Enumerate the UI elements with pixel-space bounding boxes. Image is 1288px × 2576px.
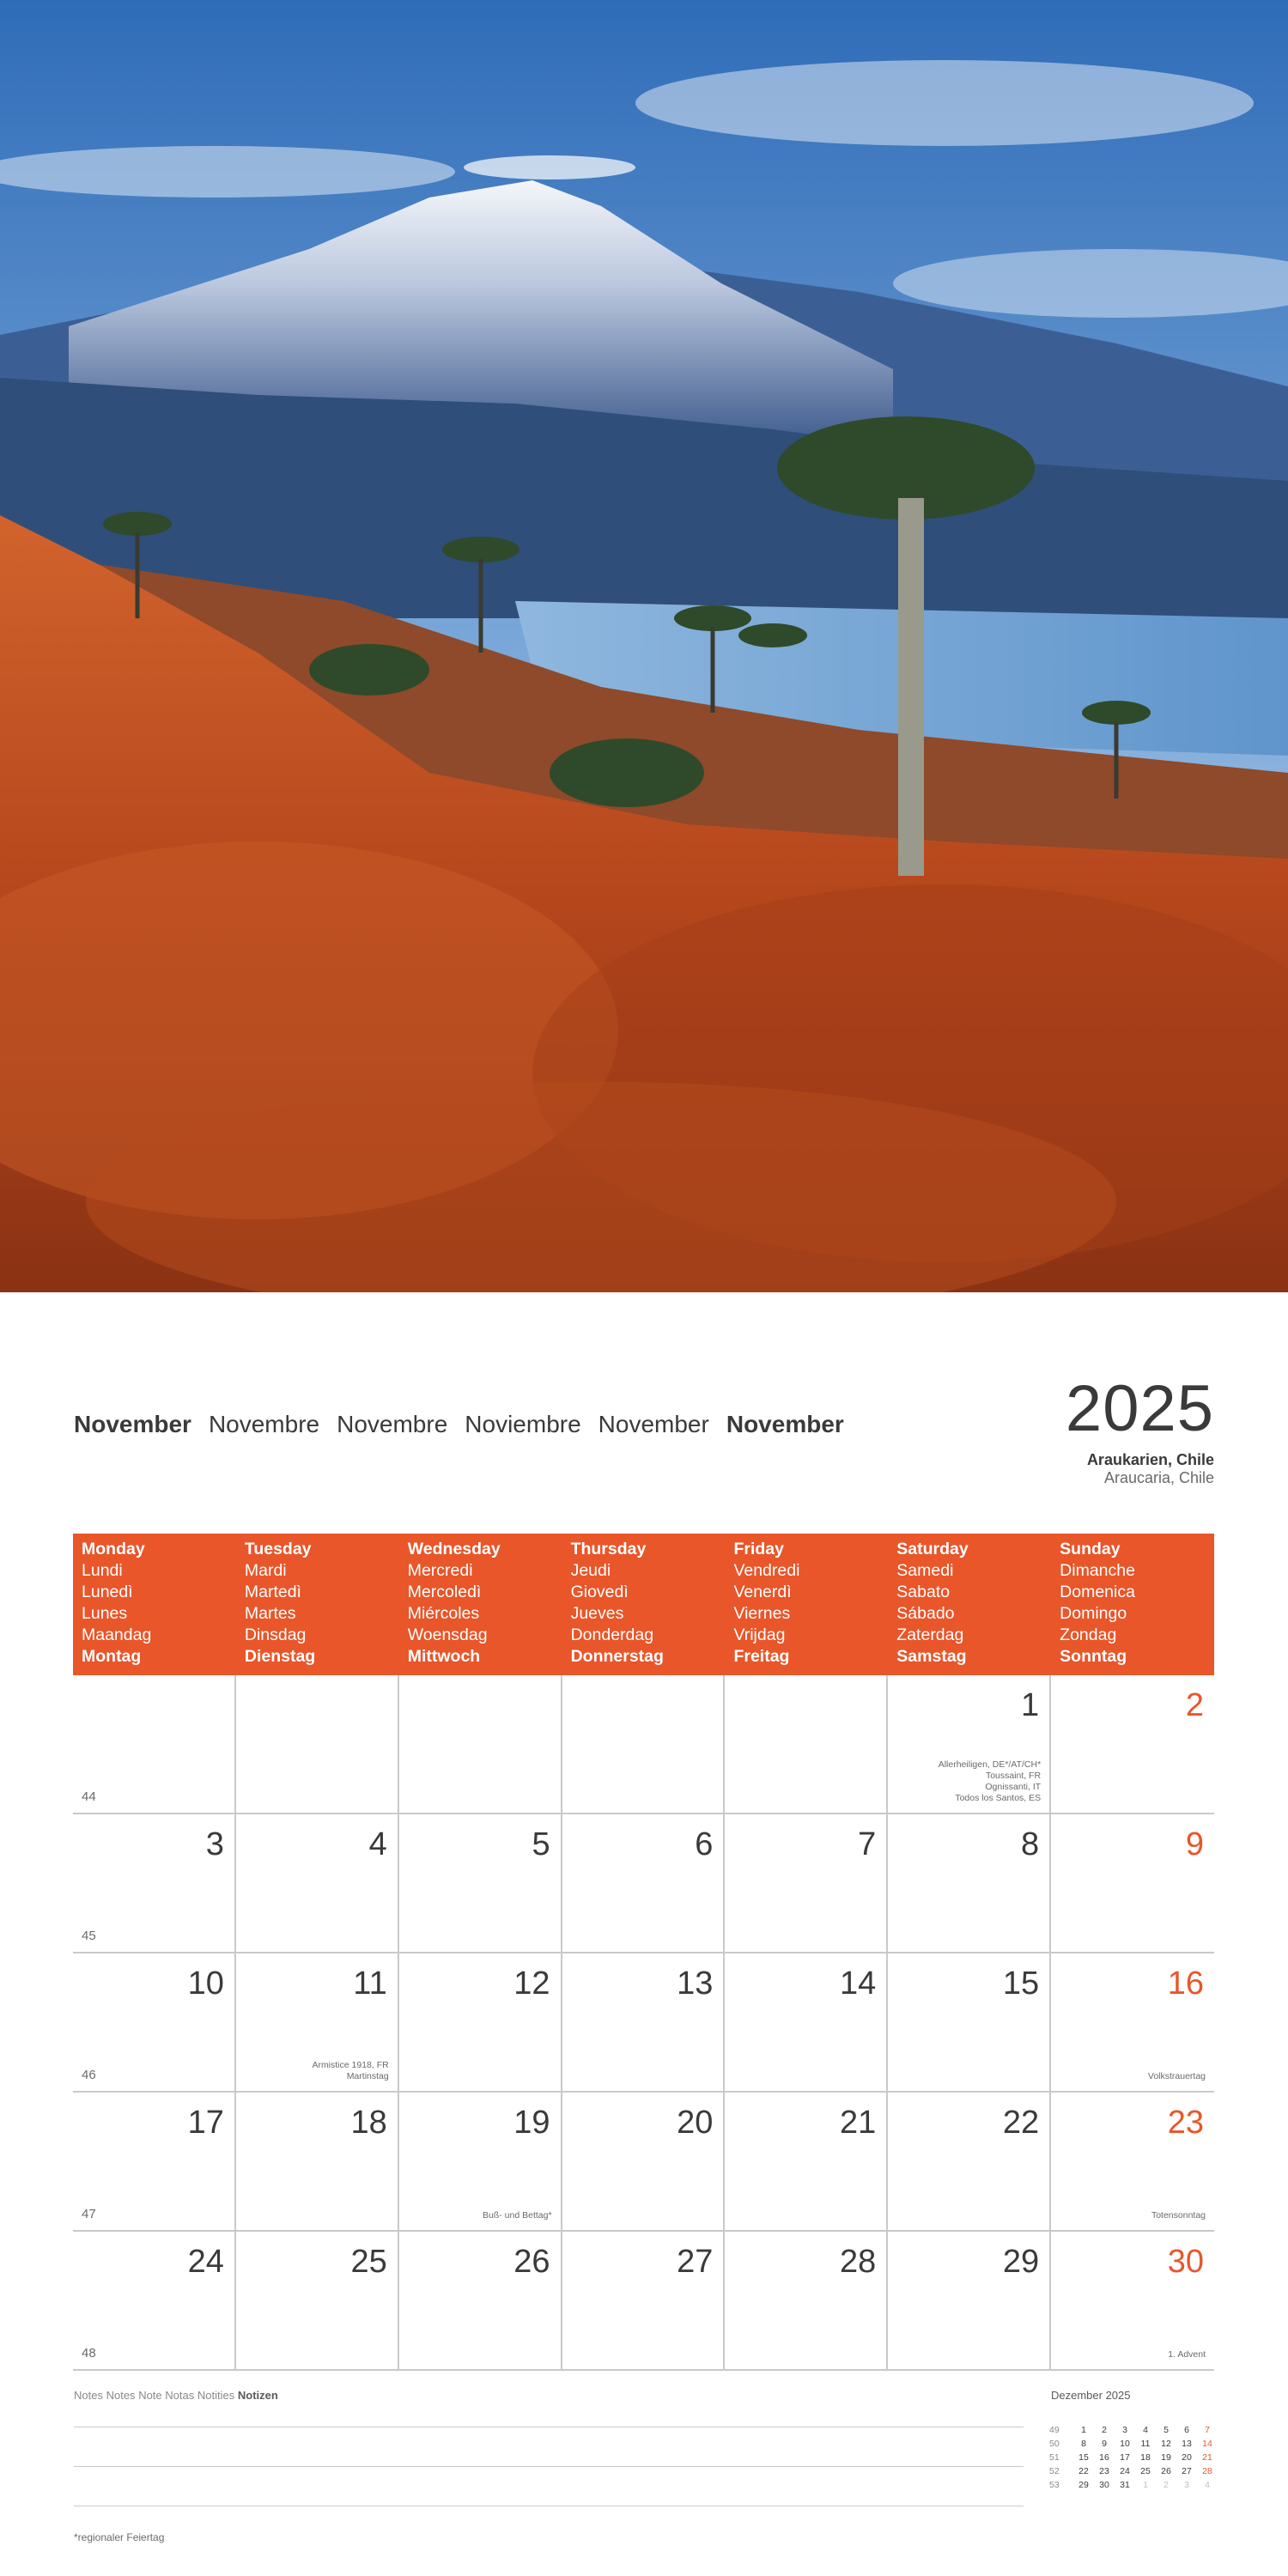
day-cell [888,2232,1051,2369]
day-cell [399,1953,562,2091]
holiday-note [1168,2349,1206,2360]
day-cell [725,2093,888,2230]
day-number: 2 [1185,1687,1205,1723]
holiday-note [1148,2071,1206,2082]
mini-day: 1 [1081,2425,1086,2435]
month-name: November [74,1411,191,1437]
weekday-name: Donnerstag [570,1647,664,1666]
weekday-name: Freitag [733,1647,790,1666]
day-number: 30 [1167,2244,1205,2280]
mini-day: 24 [1120,2466,1130,2476]
month-name: Noviembre [465,1411,581,1437]
day-cell [888,1675,1051,1813]
mini-day: 27 [1182,2466,1192,2476]
mini-week-row [1049,2437,1218,2451]
day-cell [562,1675,726,1813]
weekday-name: Sonntag [1060,1647,1127,1666]
mini-day: 2 [1163,2480,1169,2490]
weekday-name: Zondag [1060,1625,1117,1644]
day-cell [1051,1814,1214,1952]
month-names [74,1411,933,1438]
mini-day: 6 [1184,2425,1189,2435]
day-number: 6 [695,1826,714,1862]
weekday-name: Dinsdag [244,1625,307,1644]
day-cell [73,1953,236,2091]
weekday-name: Donderdag [570,1625,654,1644]
weekday-name: Vendredi [733,1561,800,1580]
day-cell [236,2093,399,2230]
weekday-column [1051,1534,1214,1675]
weekday-name: Zaterdag [896,1625,964,1644]
day-number: 26 [513,2244,550,2280]
mini-week-row [1049,2423,1218,2437]
weekday-name: Samstag [896,1647,967,1666]
day-cell [888,1814,1051,1952]
holiday-name: Allerheiligen, DE*/AT/CH* [938,1759,1042,1770]
day-cell [399,1814,562,1952]
weekday-name: Mercoledì [407,1583,482,1601]
mini-week-number: 50 [1049,2439,1060,2449]
week-row [73,1675,1214,1814]
week-number: 48 [82,2346,96,2360]
month-name: November [726,1411,844,1437]
mini-day: 2 [1102,2425,1107,2435]
weekday-name: Lunedì [82,1583,133,1601]
month-grid [73,1534,1214,2371]
mini-day: 26 [1161,2466,1171,2476]
day-cell [1051,1953,1214,2091]
day-cell [725,1953,888,2091]
weeks [73,1675,1214,2371]
day-cell [1051,2093,1214,2230]
weekday-name: Venerdì [733,1583,792,1601]
mini-week-number: 51 [1049,2452,1060,2463]
day-number: 4 [368,1826,387,1862]
mini-day: 15 [1078,2452,1089,2463]
caption-secondary: Araucaria, Chile [1103,1469,1214,1486]
mini-day: 29 [1078,2480,1089,2490]
mini-day: 16 [1099,2452,1109,2463]
day-cell [73,2093,236,2230]
day-cell [73,1675,236,1813]
mini-day: 14 [1202,2439,1212,2449]
week-number: 46 [82,2068,96,2082]
mini-week-number: 53 [1049,2480,1060,2490]
mini-day: 12 [1161,2439,1171,2449]
day-cell [888,1953,1051,2091]
mini-day: 31 [1120,2480,1130,2490]
weekday-name: Friday [733,1540,784,1558]
weekday-name: Montag [82,1647,142,1666]
weekday-name: Viernes [733,1604,791,1623]
day-cell [399,1675,562,1813]
mini-day: 23 [1099,2466,1109,2476]
weekday-column [562,1534,726,1675]
footnote: *regionaler Feiertag [74,2531,165,2543]
day-number: 24 [187,2244,224,2280]
weekday-name: Martes [244,1604,296,1623]
day-number: 23 [1167,2105,1205,2141]
day-cell [562,1814,726,1952]
mini-day: 3 [1122,2425,1127,2435]
weekday-name: Monday [82,1540,145,1558]
day-number: 29 [1002,2244,1040,2280]
day-number: 27 [677,2244,714,2280]
notes-label-part: Notas [165,2389,195,2402]
mini-day: 13 [1182,2439,1192,2449]
day-cell [399,2232,562,2369]
weekday-name: Miércoles [407,1604,480,1623]
holiday-name: Totensonntag [1151,2210,1206,2221]
day-cell [236,2232,399,2369]
week-row [73,2093,1214,2232]
mini-day: 1 [1143,2480,1148,2490]
mini-day: 30 [1099,2480,1109,2490]
weekday-name: Samedi [896,1561,954,1580]
day-number: 1 [1021,1687,1040,1723]
weekday-name: Mercredi [407,1561,473,1580]
day-number: 17 [187,2105,224,2141]
holiday-name: 1. Advent [1168,2349,1206,2360]
weekday-column [236,1534,399,1675]
day-cell [725,1814,888,1952]
day-number: 11 [353,1965,387,2002]
day-number: 9 [1185,1826,1205,1862]
mini-day: 19 [1161,2452,1171,2463]
day-cell [73,2232,236,2369]
mini-calendar-title: Dezember 2025 [1051,2389,1131,2402]
month-name: Novembre [208,1411,320,1437]
mini-day: 3 [1184,2480,1189,2490]
day-cell [562,2093,726,2230]
day-cell [236,1675,399,1813]
weekday-name: Jueves [570,1604,624,1623]
holiday-name: Volkstrauertag [1147,2071,1206,2081]
holiday-note [1151,2210,1206,2221]
day-number: 20 [677,2105,714,2141]
mini-day: 9 [1102,2439,1107,2449]
day-number: 13 [677,1965,714,2002]
photo-caption [1087,1451,1214,1487]
weekday-name: Mardi [244,1561,287,1580]
day-cell [236,1814,399,1952]
weekday-name: Mittwoch [407,1647,481,1666]
holiday-name: Martinstag [346,2071,389,2081]
weekday-header [73,1534,1214,1675]
holiday-name: Todos los Santos, ES [955,1793,1042,1803]
weekday-name: Dimanche [1060,1561,1135,1580]
holiday-note [312,2060,388,2082]
holiday-name: Armistice 1918, FR [312,2060,389,2070]
weekday-name: Domingo [1060,1604,1127,1623]
day-number: 25 [350,2244,387,2280]
day-number: 16 [1167,1965,1205,2002]
mini-day: 20 [1182,2452,1192,2463]
holiday-name: Toussaint, FR [985,1771,1042,1781]
day-number: 21 [840,2105,877,2141]
notes-label-part: Notes [106,2389,136,2402]
weekday-name: Saturday [896,1540,969,1558]
weekday-name: Tuesday [244,1540,312,1558]
mini-day: 22 [1078,2466,1089,2476]
week-number: 47 [82,2207,96,2221]
day-cell [725,1675,888,1813]
day-cell [725,2232,888,2369]
day-cell [1051,2232,1214,2369]
weekday-name: Vrijdag [733,1625,786,1644]
weekday-name: Maandag [82,1625,152,1644]
notes-label [74,2389,278,2402]
mini-day: 10 [1120,2439,1130,2449]
mini-day: 25 [1140,2466,1151,2476]
week-row [73,1814,1214,1953]
weekday-name: Giovedì [570,1583,629,1601]
weekday-name: Wednesday [407,1540,501,1558]
holiday-note [483,2210,552,2221]
day-cell [562,1953,726,2091]
day-number: 5 [532,1826,550,1862]
weekday-name: Domenica [1060,1583,1135,1601]
caption-primary: Araukarien, Chile [1086,1451,1214,1468]
day-cell [236,1953,399,2091]
weekday-name: Sunday [1060,1540,1121,1558]
mini-week-row [1049,2464,1218,2478]
day-cell [1051,1675,1214,1813]
mini-day: 18 [1140,2452,1151,2463]
day-cell [888,2093,1051,2230]
mini-week-number: 52 [1049,2466,1060,2476]
day-number: 10 [187,1965,224,2002]
weekday-name: Lundi [82,1561,123,1580]
mini-day: 21 [1202,2452,1212,2463]
day-number: 3 [205,1826,224,1862]
weekday-name: Woensdag [407,1625,488,1644]
notes-label-part: Note [138,2389,162,2402]
day-number: 14 [840,1965,877,2002]
mini-day: 4 [1143,2425,1148,2435]
notes-label-part: Notes [74,2389,103,2402]
day-cell [562,2232,726,2369]
mini-day: 17 [1120,2452,1130,2463]
day-cell [399,2093,562,2230]
day-number: 28 [840,2244,877,2280]
week-number: 45 [82,1929,96,1943]
weekday-name: Dienstag [244,1647,316,1666]
weekday-column [73,1534,236,1675]
weekday-name: Lunes [82,1604,128,1623]
notes-line [74,2466,1024,2467]
day-cell [73,1814,236,1952]
holiday-note [939,1759,1041,1804]
day-number: 22 [1002,2105,1040,2141]
day-number: 12 [513,1965,550,2002]
weekday-name: Thursday [570,1540,647,1558]
weekday-name: Sabato [896,1583,951,1601]
mini-day: 4 [1205,2480,1210,2490]
mini-day: 28 [1202,2466,1212,2476]
week-row [73,1953,1214,2093]
week-number: 44 [82,1789,96,1804]
notes-label-part: Notizen [237,2389,278,2402]
mini-day: 7 [1205,2425,1210,2435]
day-number: 15 [1002,1965,1040,2002]
month-name: Novembre [337,1411,448,1437]
year: 2025 [1065,1372,1214,1445]
weekday-name: Jeudi [570,1561,611,1580]
day-number: 8 [1021,1826,1040,1862]
mini-week-number: 49 [1049,2425,1060,2435]
holiday-name: Ognissanti, IT [985,1782,1042,1792]
mini-calendar [1049,2423,1218,2492]
weekday-name: Martedì [244,1583,301,1601]
month-name: November [598,1411,709,1437]
weekday-name: Sábado [896,1604,955,1623]
weekday-column [888,1534,1051,1675]
holiday-name: Buß- und Bettag* [483,2210,552,2221]
day-number: 19 [513,2105,550,2141]
mini-day: 8 [1081,2439,1086,2449]
day-number: 7 [858,1826,877,1862]
weekday-column [399,1534,562,1675]
mini-week-row [1049,2478,1218,2492]
weekday-column [725,1534,888,1675]
mini-day: 11 [1140,2439,1151,2449]
week-row [73,2232,1214,2371]
mini-week-row [1049,2451,1218,2464]
mini-day: 5 [1163,2425,1169,2435]
day-number: 18 [350,2105,387,2141]
notes-label-part: Notities [197,2389,235,2402]
